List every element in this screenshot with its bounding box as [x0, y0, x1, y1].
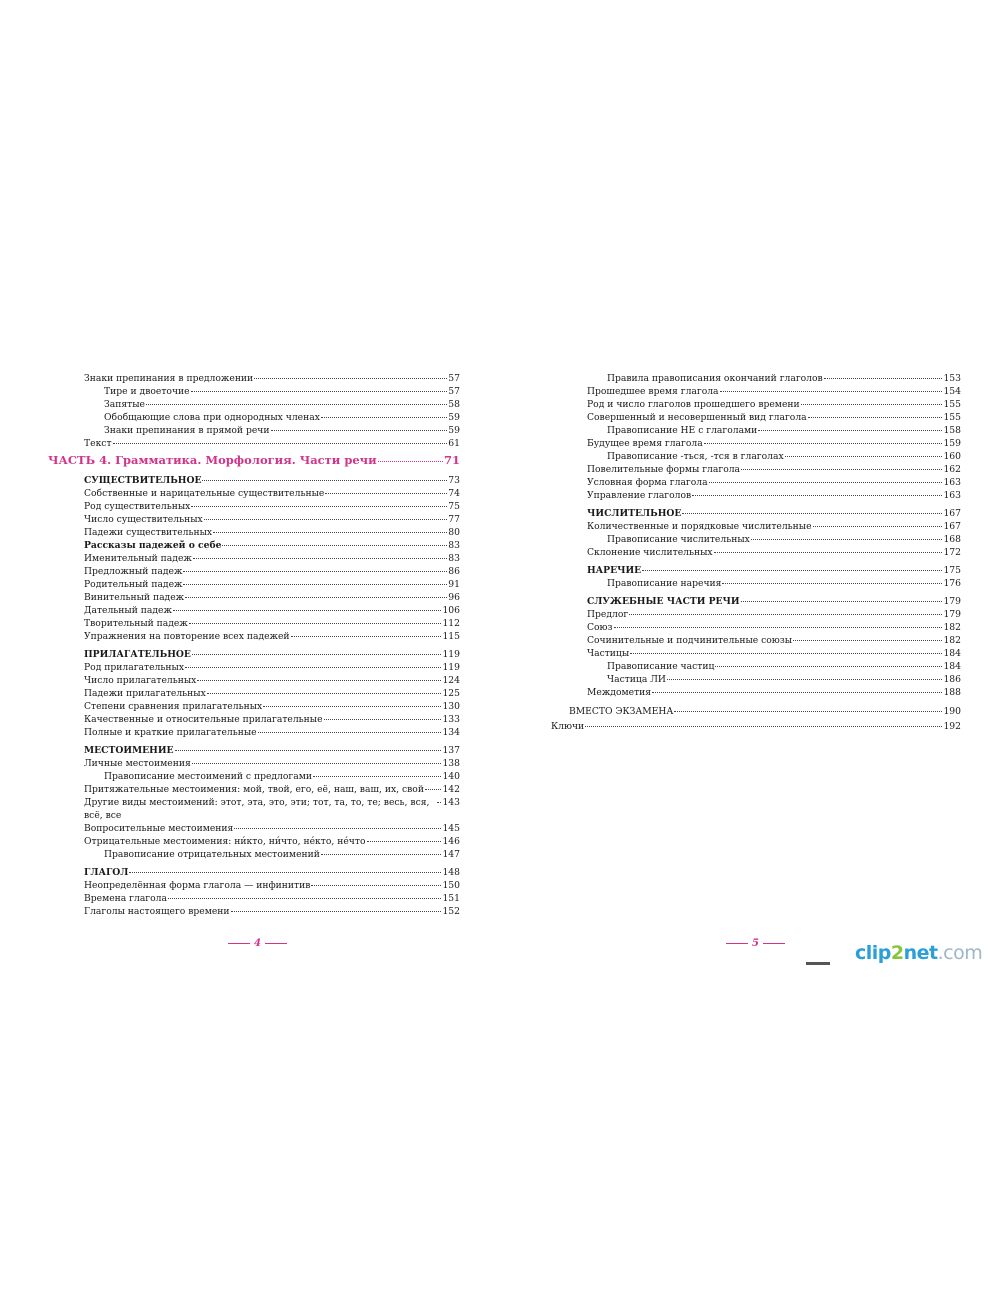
toc-entry-title: СУЩЕСТВИТЕЛЬНОЕ	[84, 475, 202, 486]
toc-entry-title: Правописание -ться, -тся в глаголах	[607, 451, 784, 462]
dot-leader	[813, 526, 943, 527]
toc-entry-page: 145	[442, 823, 460, 834]
toc-entry	[48, 454, 460, 472]
toc-entry-title: Падежи существительных	[84, 527, 213, 538]
dot-leader	[192, 763, 442, 764]
dot-leader	[202, 480, 447, 481]
toc-entry-title: Полные и краткие прилагательные	[84, 727, 257, 738]
toc-entry-title: Число прилагательных	[84, 675, 197, 686]
toc-entry	[551, 450, 961, 463]
dot-leader	[793, 640, 942, 641]
toc-entry-page: 58	[448, 399, 460, 410]
toc-entry-page: 190	[943, 706, 961, 717]
dot-leader	[801, 404, 943, 405]
toc-entry-page: 182	[943, 622, 961, 633]
toc-entry	[84, 879, 460, 892]
dot-leader	[437, 802, 441, 803]
dot-leader	[193, 558, 447, 559]
toc-entry-title: ЧАСТЬ 4. Грамматика. Морфология. Части речи	[48, 453, 377, 467]
toc-entry-title: Правописание местоимений с предлогами	[104, 771, 312, 782]
toc-entry-page: 151	[442, 893, 460, 904]
toc-entry-page: 133	[442, 714, 460, 725]
toc-entry-title: Междометия	[587, 687, 652, 698]
toc-entry-page: 184	[943, 661, 961, 672]
toc-entry-title: Предлог	[587, 609, 629, 620]
dot-leader	[311, 885, 441, 886]
toc-entry-page: 154	[943, 386, 961, 397]
toc-entry	[569, 705, 961, 718]
dot-leader	[674, 711, 942, 712]
toc-entry-page: 162	[943, 464, 961, 475]
dot-leader	[129, 872, 441, 873]
dot-leader	[263, 706, 441, 707]
toc-entry-title: Собственные и нарицательные существительные	[84, 488, 325, 499]
toc-entry	[551, 372, 961, 385]
toc-entry	[84, 604, 460, 617]
toc-entry-page: 124	[442, 675, 460, 686]
toc-entry	[551, 385, 961, 398]
dot-leader	[585, 726, 942, 727]
toc-entry	[84, 552, 460, 565]
toc-entry-title: Тире и двоеточие	[104, 386, 190, 397]
toc-entry	[551, 564, 961, 577]
toc-entry-title: Неопределённая форма глагола — инфинитив	[84, 880, 311, 891]
toc-entry-page: 75	[448, 501, 460, 512]
toc-entry	[84, 905, 460, 918]
toc-entry-title: МЕСТОИМЕНИЕ	[84, 745, 174, 756]
toc-entry-page: 83	[448, 553, 460, 564]
toc-entry-page: 59	[448, 425, 460, 436]
toc-entry	[84, 565, 460, 578]
toc-entry	[551, 424, 961, 437]
toc-entry	[551, 647, 961, 660]
dot-leader	[652, 692, 942, 693]
toc-entry	[84, 487, 460, 500]
toc-entry	[84, 713, 460, 726]
toc-entry-title: Союз	[587, 622, 613, 633]
toc-entry	[84, 398, 460, 411]
toc-entry-title: Правописание частиц	[607, 661, 715, 672]
toc-entry-title: Запятые	[104, 399, 145, 410]
dot-leader	[258, 732, 442, 733]
toc-entry-page: 150	[442, 880, 460, 891]
dot-leader	[324, 719, 442, 720]
toc-entry	[551, 634, 961, 647]
toc-entry	[551, 686, 961, 699]
toc-entry	[84, 757, 460, 770]
dot-leader	[185, 667, 441, 668]
toc-entry	[551, 520, 961, 533]
dot-leader	[231, 911, 442, 912]
toc-entry-page: 179	[943, 596, 961, 607]
toc-entry-page: 130	[442, 701, 460, 712]
dot-leader	[367, 841, 442, 842]
toc-entry-title: Обобщающие слова при однородных членах	[104, 412, 320, 423]
toc-entry-title: Ключи	[551, 721, 585, 732]
toc-entry-title: Винительный падеж	[84, 592, 185, 603]
dot-leader	[642, 570, 942, 571]
toc-entry-title: Времена глагола	[84, 893, 167, 904]
toc-entry-page: 86	[448, 566, 460, 577]
toc-entry-page: 140	[442, 771, 460, 782]
dot-leader	[709, 482, 943, 483]
toc-entry	[84, 424, 460, 437]
toc-entry	[84, 411, 460, 424]
dot-leader	[234, 828, 441, 829]
toc-entry	[84, 437, 460, 450]
dot-leader	[185, 597, 447, 598]
dot-leader	[667, 679, 943, 680]
toc-entry-page: 182	[943, 635, 961, 646]
toc-right-page	[551, 372, 961, 733]
toc-entry	[84, 835, 460, 848]
dot-leader	[321, 854, 442, 855]
toc-entry-page: 57	[448, 386, 460, 397]
toc-entry-page: 176	[943, 578, 961, 589]
dot-leader	[291, 636, 442, 637]
page-number-right: 5	[726, 938, 785, 949]
toc-entry-page: 167	[943, 521, 961, 532]
dot-leader	[682, 513, 942, 514]
toc-entry-title: ПРИЛАГАТЕЛЬНОЕ	[84, 649, 191, 660]
toc-entry-title: Дательный падеж	[84, 605, 172, 616]
toc-entry-page: 179	[943, 609, 961, 620]
toc-entry-title: Повелительные формы глагола	[587, 464, 741, 475]
toc-entry-page: 83	[448, 540, 460, 551]
toc-entry	[84, 674, 460, 687]
dot-leader	[191, 506, 447, 507]
dot-leader	[191, 391, 448, 392]
dot-leader	[175, 750, 442, 751]
toc-entry-title: Знаки препинания в предложении	[84, 373, 254, 384]
toc-entry	[84, 892, 460, 905]
dot-leader	[715, 666, 942, 667]
toc-entry-page: 163	[943, 490, 961, 501]
toc-entry	[551, 720, 961, 733]
toc-entry-title: Управление глаголов	[587, 490, 692, 501]
toc-entry	[84, 526, 460, 539]
dot-leader	[629, 614, 942, 615]
toc-entry	[551, 577, 961, 590]
toc-entry-title: Число существительных	[84, 514, 203, 525]
toc-entry-page: 184	[943, 648, 961, 659]
dot-leader	[183, 584, 447, 585]
dot-leader	[271, 430, 448, 431]
toc-entry-title: Отрицательные местоимения: ни́кто, ни́что, не́кто, не́что	[84, 836, 366, 847]
toc-entry	[551, 673, 961, 686]
toc-entry	[84, 687, 460, 700]
toc-entry	[551, 507, 961, 520]
toc-entry-title: Правописание числительных	[607, 534, 750, 545]
toc-entry-title: Качественные и относительные прилагательные	[84, 714, 323, 725]
dot-leader	[213, 532, 447, 533]
toc-entry-page: 168	[943, 534, 961, 545]
toc-entry-page: 155	[943, 412, 961, 423]
toc-entry-title: Вопросительные местоимения	[84, 823, 234, 834]
dot-leader	[222, 545, 447, 546]
toc-entry-title: Количественные и порядковые числительные	[587, 521, 812, 532]
toc-entry	[551, 608, 961, 621]
toc-entry-page: 71	[443, 453, 460, 467]
toc-entry-title: Знаки препинания в прямой речи	[104, 425, 270, 436]
toc-entry-title: ВМЕСТО ЭКЗАМЕНА	[569, 706, 674, 717]
toc-entry-title: Правописание наречия	[607, 578, 722, 589]
toc-entry	[551, 476, 961, 489]
toc-entry-page: 148	[442, 867, 460, 878]
toc-entry-title: СЛУЖЕБНЫЕ ЧАСТИ РЕЧИ	[587, 596, 740, 607]
toc-entry-page: 77	[448, 514, 460, 525]
toc-entry-page: 167	[943, 508, 961, 519]
toc-entry-page: 153	[943, 373, 961, 384]
dot-leader	[692, 495, 942, 496]
dot-leader	[313, 776, 441, 777]
toc-entry-title: Род и число глаголов прошедшего времени	[587, 399, 800, 410]
toc-entry-title: ЧИСЛИТЕЛЬНОЕ	[587, 508, 682, 519]
dot-leader	[741, 601, 943, 602]
toc-entry-page: 119	[442, 662, 460, 673]
toc-entry-title: Упражнения на повторение всех падежей	[84, 631, 290, 642]
toc-entry	[551, 437, 961, 450]
toc-entry-page: 155	[943, 399, 961, 410]
toc-entry-title: ГЛАГОЛ	[84, 867, 129, 878]
toc-entry-page: 134	[442, 727, 460, 738]
toc-entry-title: Род существительных	[84, 501, 191, 512]
toc-entry	[84, 591, 460, 604]
dot-leader	[207, 693, 442, 694]
toc-entry	[551, 533, 961, 546]
toc-entry-page: 172	[943, 547, 961, 558]
toc-entry-page: 73	[448, 475, 460, 486]
toc-entry-title: Родительный падеж	[84, 579, 183, 590]
toc-entry-page: 159	[943, 438, 961, 449]
toc-entry	[84, 726, 460, 739]
toc-entry	[551, 411, 961, 424]
dot-leader	[254, 378, 447, 379]
toc-entry-page: 158	[943, 425, 961, 436]
toc-entry-page: 138	[442, 758, 460, 769]
toc-entry-title: Личные местоимения	[84, 758, 191, 769]
toc-entry-title: Склонение числительных	[587, 547, 713, 558]
toc-entry-title: Другие виды местоимений: этот, эта, это, эти; тот, та, то, те; весь, вся, всё, все	[84, 797, 430, 821]
dot-leader	[146, 404, 447, 405]
toc-entry	[551, 398, 961, 411]
toc-entry-page: 137	[442, 745, 460, 756]
toc-entry	[84, 385, 460, 398]
toc-entry	[84, 539, 460, 552]
dot-leader	[758, 430, 942, 431]
dot-leader	[183, 571, 447, 572]
toc-entry-page: 115	[442, 631, 460, 642]
toc-entry	[84, 630, 460, 643]
dot-leader	[204, 519, 448, 520]
toc-entry-title: Степени сравнения прилагательных	[84, 701, 263, 712]
dot-leader	[425, 789, 442, 790]
dot-leader	[197, 680, 441, 681]
toc-entry-title: Прошедшее время глагола	[587, 386, 719, 397]
toc-entry-page: 160	[943, 451, 961, 462]
toc-entry-page: 142	[442, 784, 460, 795]
toc-entry	[84, 744, 460, 757]
toc-entry-page: 119	[442, 649, 460, 660]
toc-entry-title: Падежи прилагательных	[84, 688, 206, 699]
toc-entry-page: 175	[943, 565, 961, 576]
toc-entry-page: 59	[448, 412, 460, 423]
toc-entry-page: 96	[448, 592, 460, 603]
toc-entry-page: 146	[442, 836, 460, 847]
toc-entry-page: 80	[448, 527, 460, 538]
dot-leader	[189, 623, 442, 624]
toc-entry-title: Условная форма глагола	[587, 477, 708, 488]
toc-entry-page: 57	[448, 373, 460, 384]
dot-leader	[741, 469, 942, 470]
toc-entry	[84, 661, 460, 674]
page-number-left: 4	[228, 938, 287, 949]
dot-leader	[630, 653, 942, 654]
toc-entry	[84, 578, 460, 591]
dot-leader	[325, 493, 447, 494]
dot-leader	[614, 627, 943, 628]
toc-entry-page: 163	[943, 477, 961, 488]
dot-leader	[751, 539, 943, 540]
toc-entry	[84, 822, 460, 835]
toc-entry	[84, 372, 460, 385]
toc-entry-page: 147	[442, 849, 460, 860]
dot-leader	[173, 610, 442, 611]
toc-entry-title: Правописание НЕ с глаголами	[607, 425, 758, 436]
toc-entry	[84, 866, 460, 879]
toc-entry-title: Предложный падеж	[84, 566, 183, 577]
toc-entry	[84, 500, 460, 513]
toc-entry-page: 112	[442, 618, 460, 629]
toc-entry	[551, 595, 961, 608]
toc-entry-title: Правописание отрицательных местоимений	[104, 849, 320, 860]
toc-entry-title: Текст	[84, 438, 112, 449]
toc-entry	[551, 621, 961, 634]
dot-leader	[785, 456, 943, 457]
toc-entry-title: Глаголы настоящего времени	[84, 906, 230, 917]
toc-entry	[84, 474, 460, 487]
toc-left-page	[48, 372, 460, 918]
dot-leader	[321, 417, 447, 418]
dot-leader	[704, 443, 943, 444]
dot-leader	[192, 654, 442, 655]
toc-entry-page: 61	[448, 438, 460, 449]
toc-entry-title: НАРЕЧИЕ	[587, 565, 642, 576]
toc-entry-page: 188	[943, 687, 961, 698]
dot-leader	[808, 417, 943, 418]
toc-entry-title: Рассказы падежей о себе	[84, 540, 222, 551]
dot-leader	[714, 552, 943, 553]
toc-entry	[84, 648, 460, 661]
toc-entry-page: 106	[442, 605, 460, 616]
watermark-bar	[806, 962, 830, 965]
toc-entry	[551, 660, 961, 673]
toc-entry-title: Именительный падеж	[84, 553, 192, 564]
toc-entry	[84, 848, 460, 861]
clip2net-watermark: clip2net.com	[855, 942, 983, 964]
toc-entry	[551, 489, 961, 502]
toc-entry-page: 91	[448, 579, 460, 590]
toc-entry-page: 125	[442, 688, 460, 699]
toc-entry	[84, 796, 460, 822]
toc-entry	[84, 617, 460, 630]
toc-entry-title: Частицы	[587, 648, 630, 659]
toc-entry-page: 192	[943, 721, 961, 732]
toc-entry	[84, 700, 460, 713]
toc-entry-title: Сочинительные и подчинительные союзы	[587, 635, 793, 646]
dot-leader	[720, 391, 943, 392]
toc-entry-page: 186	[943, 674, 961, 685]
toc-entry-page: 74	[448, 488, 460, 499]
toc-entry	[551, 463, 961, 476]
toc-entry-title: Правила правописания окончаний глаголов	[607, 373, 823, 384]
toc-entry	[551, 546, 961, 559]
toc-entry-title: Частица ЛИ	[607, 674, 666, 685]
toc-entry-page: 143	[442, 797, 460, 808]
toc-entry	[84, 770, 460, 783]
dot-leader	[168, 898, 441, 899]
toc-entry-title: Притяжательные местоимения: мой, твой, его, её, наш, ваш, их, свой	[84, 784, 424, 795]
dot-leader	[722, 583, 942, 584]
toc-entry-title: Род прилагательных	[84, 662, 184, 673]
toc-entry	[84, 513, 460, 526]
toc-entry	[84, 783, 460, 796]
dot-leader	[113, 443, 448, 444]
toc-entry-page: 152	[442, 906, 460, 917]
toc-entry-title: Совершенный и несовершенный вид глагола	[587, 412, 807, 423]
dot-leader	[378, 461, 443, 462]
dot-leader	[824, 378, 943, 379]
toc-entry-title: Будущее время глагола	[587, 438, 703, 449]
toc-entry-title: Творительный падеж	[84, 618, 188, 629]
